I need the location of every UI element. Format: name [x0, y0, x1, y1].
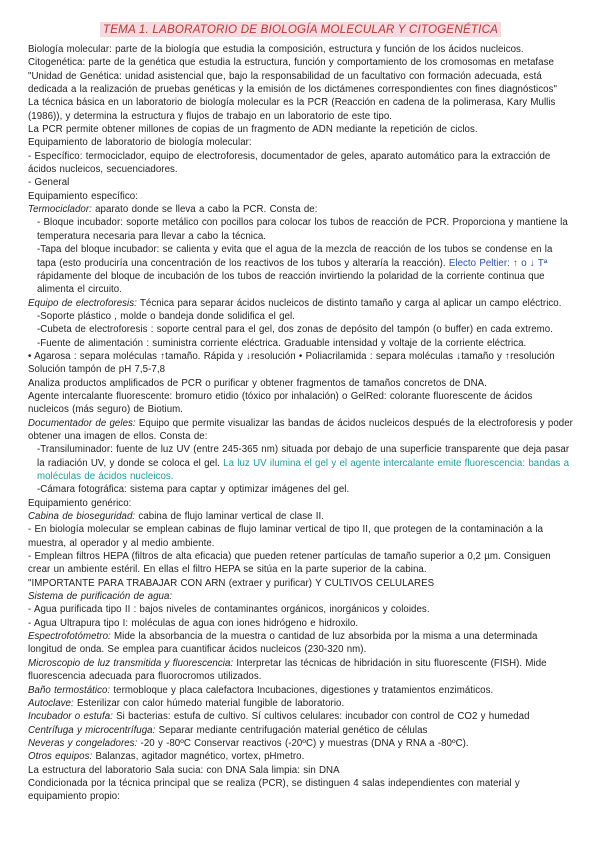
text-segment: Equipamiento genérico:	[28, 497, 132, 509]
text-segment: Espectrofotómetro:	[28, 631, 111, 643]
title-row	[28, 20, 573, 38]
paragraph	[28, 70, 573, 97]
text-segment: "IMPORTANTE PARA TRABAJAR CON ARN (extraer y purificar) Y CULTIVOS CELULARES	[28, 577, 435, 589]
paragraph	[28, 136, 573, 149]
text-segment: Analiza productos amplificados de PCR o purificar y obtener fragmentos de tamaños concretos de DNA.	[28, 377, 487, 389]
paragraph	[28, 297, 573, 310]
paragraph	[28, 603, 573, 616]
text-segment: -Soporte plástico , molde o bandeja donde solidifica el gel.	[37, 310, 295, 322]
text-segment: -Cámara fotográfica: sistema para captar y optimizar imágenes del gel.	[37, 484, 350, 496]
text-segment: -Tapa del bloque incubador: se calienta y evita que el agua de la mezcla de reacción de los tubos se condense en la tapa (esto produciría una concentración de los reactivos de los tubos y alteraría la reacción).	[37, 244, 553, 269]
paragraph	[28, 150, 573, 177]
paragraph	[28, 350, 573, 363]
paragraph	[28, 216, 573, 243]
paragraph	[28, 750, 573, 763]
text-segment: - Específico: termociclador, equipo de electroforesis, documentador de geles, aparato automático para la extracción de ácidos nucleicos, secuenciadores.	[28, 150, 551, 176]
document-body	[28, 43, 573, 804]
text-segment: Mide la absorbancia de la muestra o cantidad de luz absorbida por la misma a una determinada longitud de onda. Se emplea para cuantificar ácidos nucleicos (230-320 nm).	[28, 631, 538, 656]
paragraph	[28, 176, 573, 189]
text-segment: Neveras y congeladores:	[28, 737, 138, 749]
text-segment: -Cubeta de electroforesis : soporte central para el gel, dos zonas de depósito del tampón (o buffer) en cada extremo.	[37, 324, 553, 336]
paragraph	[28, 777, 573, 804]
text-segment: -Fuente de alimentación : suministra corriente eléctrica. Graduable intensidad y voltaje de la corriente eléctrica.	[37, 337, 527, 349]
text-segment: - Bloque incubador: soporte metálico con pocillos para colocar los tubos de reacción de PCR. Proporciona y mantiene la temperatura necesaria para llevar a cabo la técnica.	[37, 217, 568, 242]
text-segment: La estructura del laboratorio Sala sucia: con DNA Sala limpia: sin DNA	[28, 764, 340, 776]
text-segment: Si bacterias: estufa de cultivo. Sí cultivos celulares: incubador con control de CO2 y humedad	[112, 711, 530, 723]
paragraph	[28, 497, 573, 510]
text-segment: Interpretar las técnicas de hibridación in situ fluorescente (FISH). Mide fluorescencia adecuada para fluorocromos utilizados.	[28, 657, 547, 683]
paragraph	[28, 523, 573, 550]
text-segment: - Emplean filtros HEPA (filtros de alta eficacia) que pueden retener partículas de tamaño superior a 0,2 µm. Consiguen crear un ambiente estéril. En ellas el filtro HEPA se sitúa en la parte superior de la cabina.	[28, 551, 551, 576]
paragraph	[28, 56, 573, 69]
paragraph	[28, 577, 573, 590]
paragraph	[28, 96, 573, 123]
paragraph	[28, 417, 573, 444]
text-segment: Sistema de purificación de agua:	[28, 591, 173, 603]
paragraph	[28, 737, 573, 750]
paragraph	[28, 190, 573, 203]
paragraph	[28, 697, 573, 710]
text-segment: Incubador o estufa:	[28, 711, 113, 723]
paragraph	[28, 590, 573, 603]
paragraph	[28, 43, 573, 56]
text-segment: Solución tampón de pH 7,5-7,8	[28, 364, 166, 376]
text-segment: Equipo de electroforesis:	[28, 297, 137, 309]
text-segment: Cabina de bioseguridad:	[28, 511, 136, 523]
text-segment: -20 y -80ºC Conservar reactivos (-20ºC) y muestras (DNA y RNA a -80ºC).	[137, 737, 469, 749]
text-segment: - Agua Ultrapura tipo I: moléculas de agua con iones hidrógeno e hidroxilo.	[28, 617, 359, 629]
text-segment: - En biología molecular se emplean cabinas de flujo laminar vertical de tipo II, que protegen de la contaminación a la muestra, al operador y al medio ambiente.	[28, 524, 544, 549]
text-segment: Electo Peltier: ↑ o ↓ Tª	[448, 257, 548, 269]
text-segment: • Agarosa : separa moléculas ↑tamaño. Rápida y ↓resolución • Poliacrilamida : separa moléculas ↓tamaño y ↑resolución	[28, 350, 555, 362]
text-segment: Equipamiento de laboratorio de biología molecular:	[28, 137, 252, 149]
text-segment: Biología molecular: parte de la biología que estudia la composición, estructura y función de los ácidos nucleicos.	[28, 44, 524, 55]
paragraph	[28, 363, 573, 376]
paragraph	[28, 377, 573, 390]
text-segment: Otros equipos:	[28, 751, 93, 763]
text-segment: La luz UV ilumina el gel y el agente intercalante emite fluorescencia: bandas a moléculas de ácidos nucleicos.	[37, 457, 570, 482]
text-segment: Condicionada por la técnica principal que se realiza (PCR), se distinguen 4 salas independientes con material y equipamiento propio:	[28, 777, 520, 803]
text-segment: Termociclador:	[28, 204, 92, 216]
text-segment: Equipamiento específico:	[28, 190, 138, 202]
paragraph	[28, 243, 573, 296]
text-segment: Citogenética: parte de la genética que estudia la estructura, función y comportamiento de los cromosomas en metafase	[28, 57, 554, 69]
text-segment: Baño termostático:	[28, 684, 111, 696]
text-segment: - Agua purificada tipo II : bajos niveles de contaminantes orgánicos, inorgánicos y coloides.	[28, 604, 430, 616]
paragraph	[28, 724, 573, 737]
paragraph	[28, 657, 573, 684]
paragraph	[28, 510, 573, 523]
paragraph	[28, 764, 573, 777]
paragraph	[28, 630, 573, 657]
paragraph	[28, 310, 573, 323]
paragraph	[28, 323, 573, 336]
text-segment: Agente intercalante fluorescente: bromuro etidio (tóxico por inhalación) o GelRed: colorante fluorescente de ácidos nucleicos (más seguro) de Biotium.	[28, 390, 533, 416]
text-segment: termobloque y placa calefactora Incubaciones, digestiones y tratamientos enzimáticos.	[110, 684, 494, 696]
text-segment: La técnica básica en un laboratorio de biología molecular es la PCR (Reacción en cadena de la polimerasa, Kary Mullis (1986)), y determina la estructura y flujos de trabajo en un laboratorio de este tipo.	[28, 97, 556, 122]
text-segment: Microscopio de luz transmitida y fluorescencia:	[28, 657, 234, 669]
text-segment: Esterilizar con calor húmedo material fungible de laboratorio.	[73, 697, 345, 709]
paragraph	[28, 684, 573, 697]
text-segment: Equipo que permite visualizar las bandas de ácidos nucleicos después de la electroforesis y poder obtener una imagen de ellos. Consta de:	[28, 417, 573, 442]
paragraph	[28, 483, 573, 496]
text-segment: Balanzas, agitador magnético, vortex, pHmetro.	[92, 751, 305, 763]
text-segment: Documentador de geles:	[28, 417, 136, 429]
text-segment: Centrífuga y microcentrífuga:	[28, 724, 156, 736]
text-segment: - General	[28, 177, 70, 189]
text-segment: rápidamente del bloque de incubación de los tubos de reacción invirtiendo la polaridad de la corriente continua que alimenta el circuito.	[37, 270, 545, 296]
text-segment: Autoclave:	[28, 697, 74, 709]
page-title: TEMA 1. LABORATORIO DE BIOLOGÍA MOLECULAR Y CITOGENÉTICA	[100, 22, 501, 37]
paragraph	[28, 337, 573, 350]
paragraph	[28, 443, 573, 483]
paragraph	[28, 390, 573, 417]
text-segment: Técnica para separar ácidos nucleicos de distinto tamaño y carga al aplicar un campo eléctrico.	[136, 297, 562, 309]
paragraph	[28, 617, 573, 630]
text-segment: cabina de flujo laminar vertical de clase II.	[135, 511, 325, 523]
text-segment: aparato donde se lleva a cabo la PCR. Consta de:	[91, 204, 318, 216]
text-segment: "Unidad de Genética: unidad asistencial que, bajo la responsabilidad de un facultativo con formación adecuada, está dedicada a la realización de pruebas genéticas y la emisión de los dictámenes correspondientes con fines diagnósticos"	[28, 70, 557, 96]
paragraph	[28, 123, 573, 136]
text-segment: Separar mediante centrifugación material genético de células	[155, 724, 428, 736]
paragraph	[28, 203, 573, 216]
text-segment: La PCR permite obtener millones de copias de un fragmento de ADN mediante la repetición de ciclos.	[28, 124, 478, 136]
paragraph	[28, 710, 573, 723]
paragraph	[28, 550, 573, 577]
text-segment: -Transiluminador: fuente de luz UV (entre 245-365 nm) situada por debajo de una superficie transparente que deja pasar la radiación UV, y donde se coloca el gel.	[37, 444, 570, 469]
